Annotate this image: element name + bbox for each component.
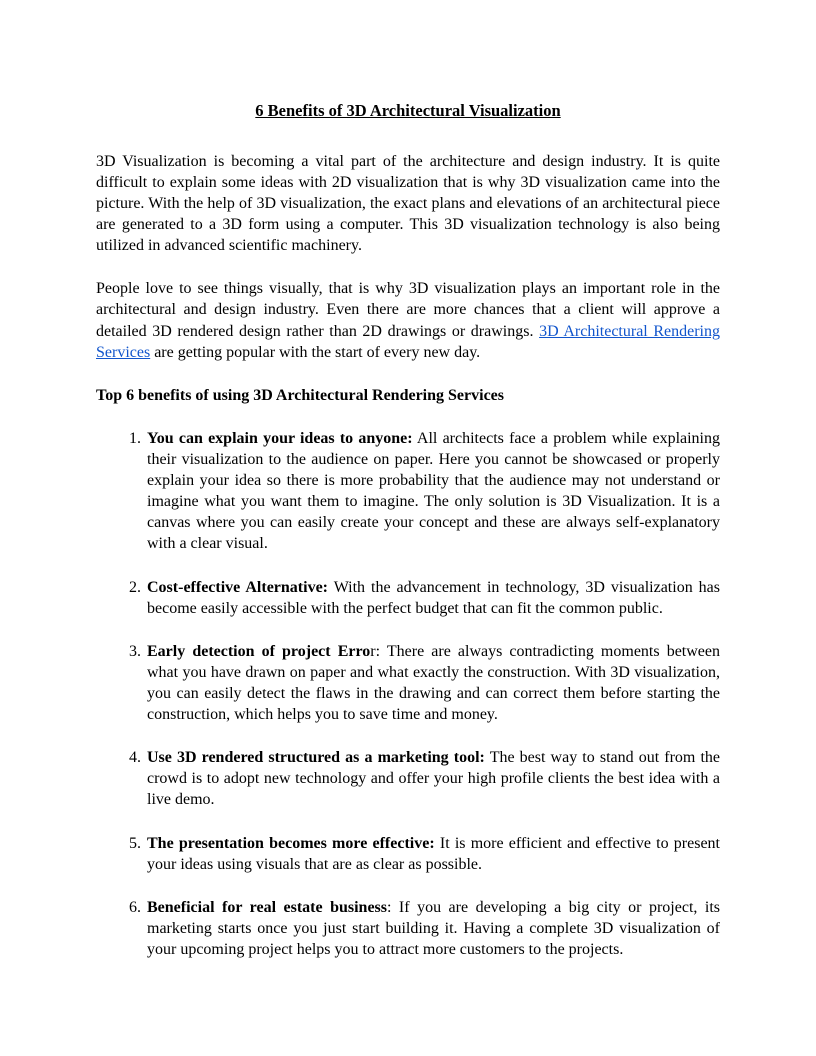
list-item-benefit-5 bbox=[145, 833, 720, 875]
benefit-lead: You can explain your ideas to anyone: bbox=[147, 429, 413, 447]
rendering-services-link[interactable]: 3D Architectural Rendering Services bbox=[96, 322, 720, 361]
benefit-lead: The presentation becomes more effective: bbox=[147, 834, 435, 852]
benefit-text: : If you are developing a big city or project, its marketing starts once you just start building it. Having a complete 3D visualization of your upcoming project helps you to attract more customers to the projects. bbox=[147, 898, 720, 958]
benefit-text: The best way to stand out from the crowd is to adopt new technology and offer your high profile clients the best idea with a live demo. bbox=[147, 749, 721, 809]
benefit-lead: Early detection of project Erro bbox=[147, 642, 371, 660]
second-paragraph-text-before: People love to see things visually, that is why 3D visualization plays an important role in the architectural and design industry. Even there are more chances that a client will approve a detailed 3D rendered design rather than 2D drawings or drawings. bbox=[96, 280, 720, 340]
benefits-list bbox=[96, 428, 720, 960]
benefit-lead: Cost-effective Alternative: bbox=[147, 578, 329, 596]
benefits-section-heading: Top 6 benefits of using 3D Architectural Rendering Services bbox=[96, 386, 504, 404]
list-item-benefit-3 bbox=[145, 641, 720, 725]
document-title: 6 Benefits of 3D Architectural Visualization bbox=[255, 101, 561, 120]
list-item-benefit-6 bbox=[145, 897, 720, 960]
benefit-lead: Beneficial for real estate business bbox=[147, 898, 387, 916]
second-paragraph-text-after: are getting popular with the start of every new day. bbox=[150, 343, 481, 361]
benefit-lead: Use 3D rendered structured as a marketing tool: bbox=[147, 749, 485, 767]
benefit-text: It is more efficient and effective to present your ideas using visuals that are as clear as possible. bbox=[147, 834, 720, 873]
second-paragraph bbox=[96, 278, 720, 362]
benefit-text: With the advancement in technology, 3D visualization has become easily accessible with the perfect budget that can fit the common public. bbox=[147, 578, 720, 617]
intro-paragraph: 3D Visualization is becoming a vital part of the architecture and design industry. It is quite difficult to explain some ideas with 2D visualization that is why 3D visualization came into the picture. With the help of 3D visualization, the exact plans and elevations of an architectural piece are generated to a 3D form using a computer. This 3D visualization technology is also being utilized in advanced scientific machinery. bbox=[96, 152, 720, 255]
benefit-text: r: There are always contradicting moments between what you have drawn on paper and what exactly the construction. With 3D visualization, you can easily detect the flaws in the drawing and can correct them before starting the construction, which helps you to save time and money. bbox=[147, 642, 721, 724]
list-item-benefit-1 bbox=[145, 428, 720, 555]
benefit-text: All architects face a problem while explaining their visualization to the audience on paper. Here you cannot be showcased or properly explain your idea so there is more probability that the audience may not understand or imagine what you want them to imagine. The only solution is 3D Visualization. It is a canvas where you can easily create your concept and these are always self-explanatory with a clear visual. bbox=[147, 429, 721, 553]
list-item-benefit-2 bbox=[145, 577, 720, 619]
list-item-benefit-4 bbox=[145, 747, 720, 810]
